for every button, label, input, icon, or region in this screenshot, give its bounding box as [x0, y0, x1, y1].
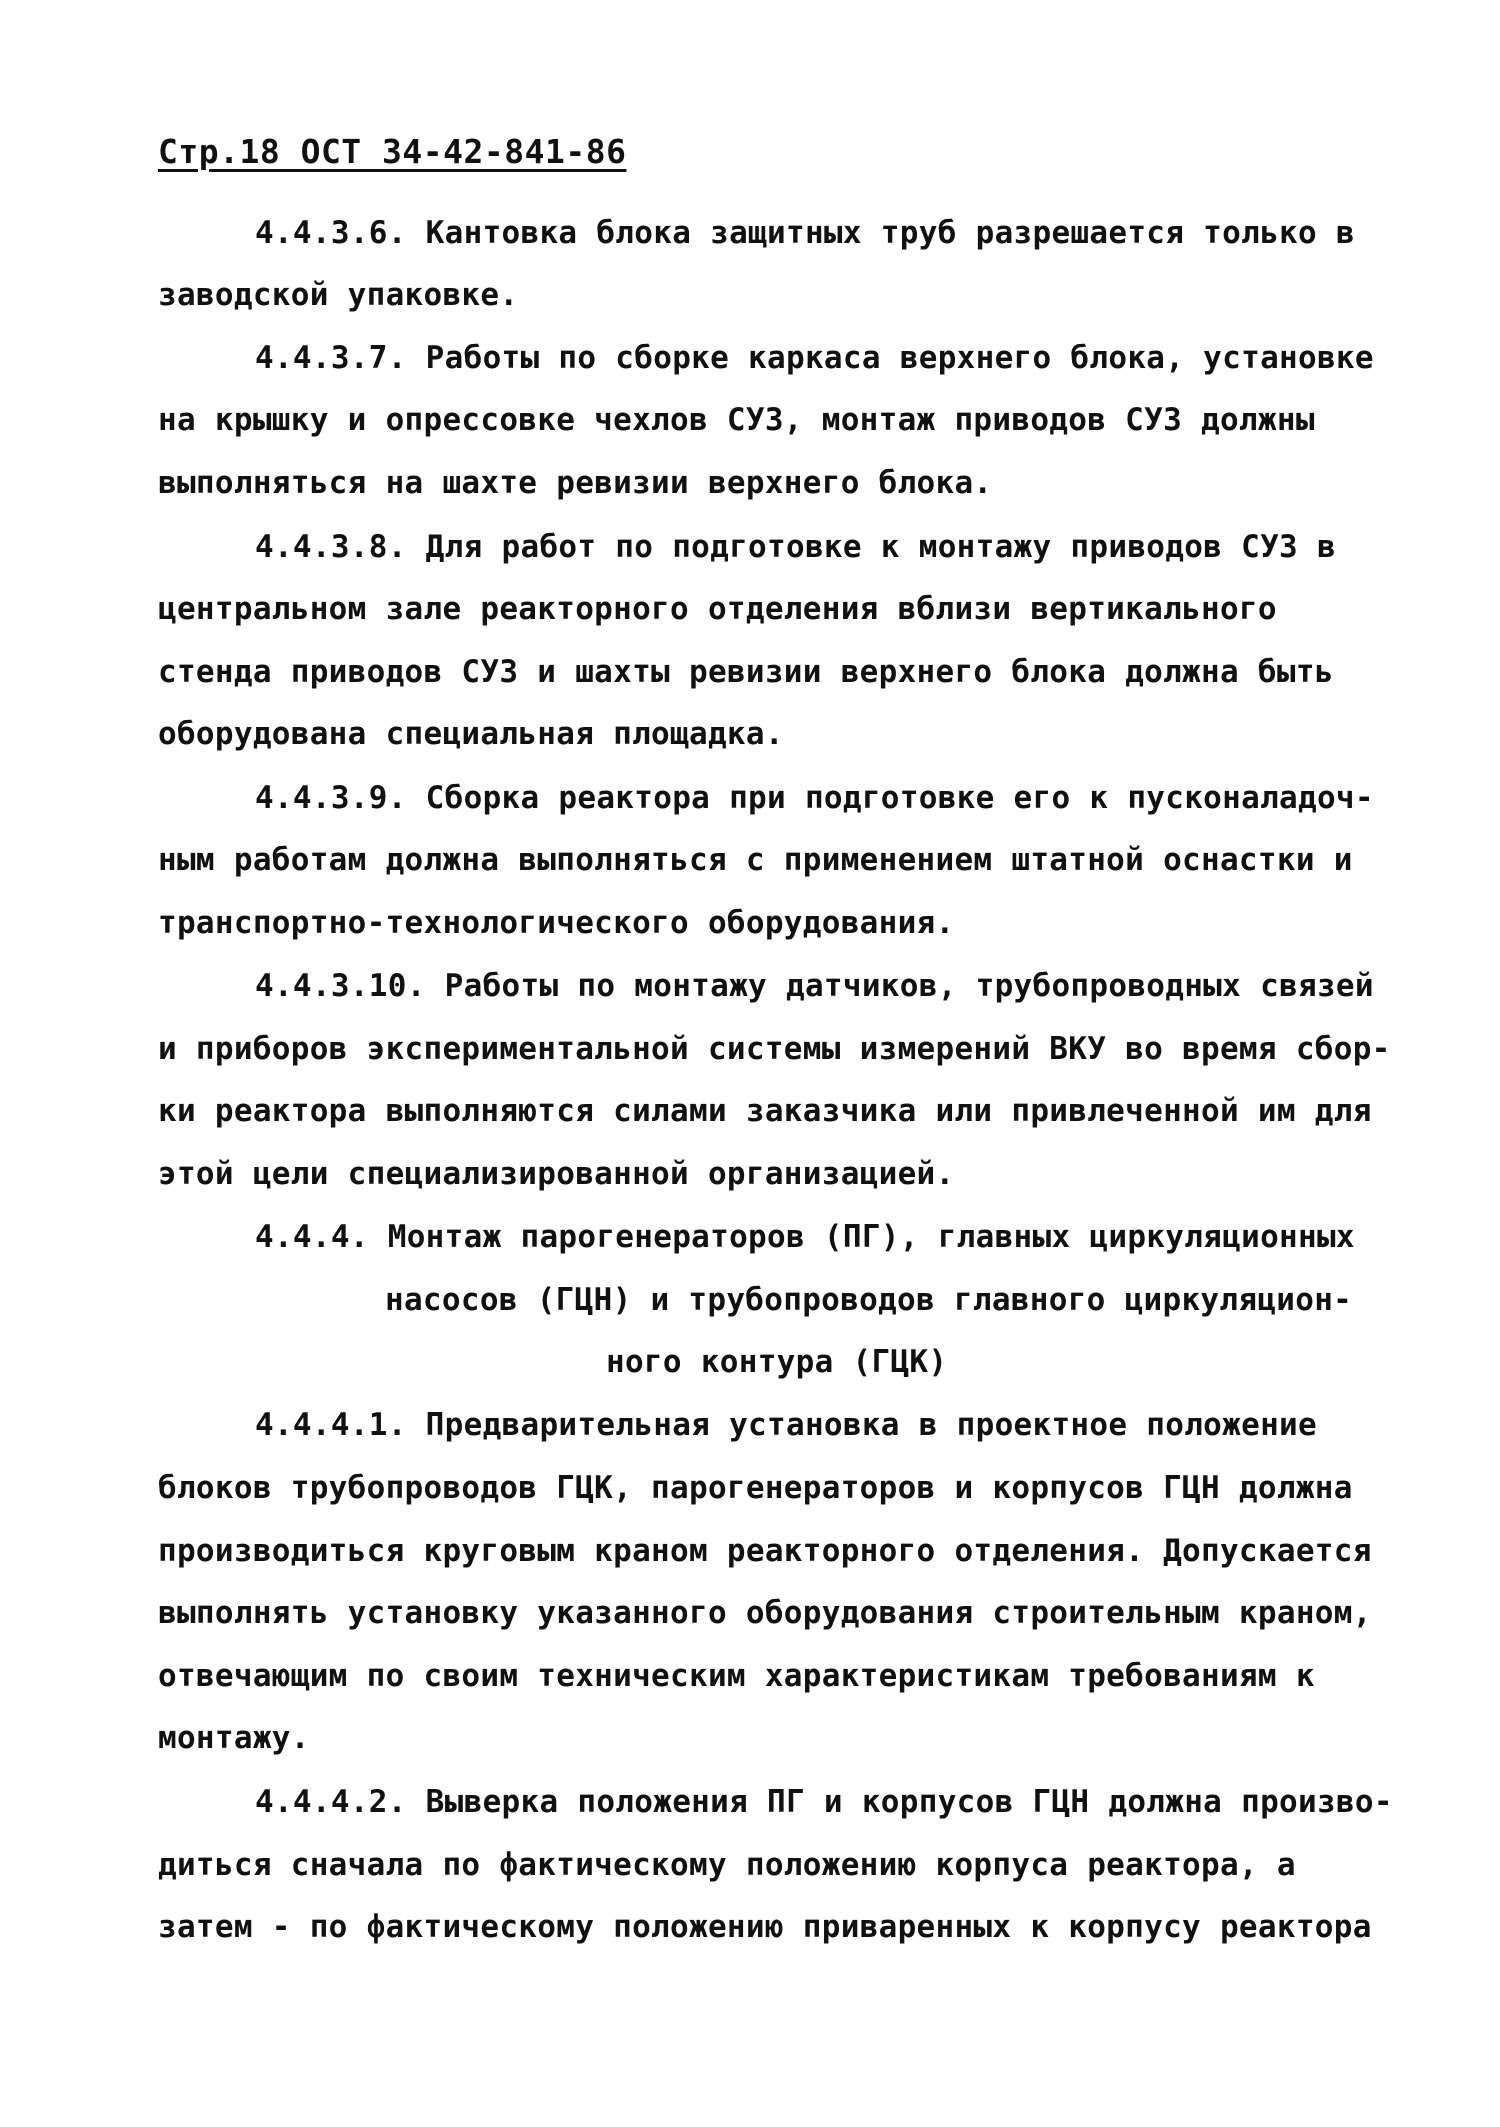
text-line: оборудована специальная площадка. [158, 716, 784, 752]
text-line: этой цели специализированной организацией. [158, 1156, 955, 1192]
text-line: производиться круговым краном реакторного отделения. Допускается [158, 1533, 1372, 1569]
text-line: центральном зале реакторного отделения вблизи вертикального [158, 591, 1277, 627]
text-line: ки реактора выполняются силами заказчика или привлеченной им для [158, 1093, 1372, 1129]
text-line: блоков трубопроводов ГЦК, парогенераторов и корпусов ГЦН должна [158, 1470, 1353, 1506]
text-line: монтажу. [158, 1720, 310, 1756]
page-header: Стр.18 ОСТ 34-42-841-86 [158, 132, 627, 171]
text-line: транспортно-технологического оборудования. [158, 905, 955, 941]
text-line: 4.4.4.2. Выверка положения ПГ и корпусов ГЦН должна произво- [255, 1784, 1393, 1820]
text-line: стенда приводов СУЗ и шахты ревизии верхнего блока должна быть [158, 654, 1334, 690]
text-line: 4.4.4.1. Предварительная установка в проектное положение [255, 1407, 1317, 1443]
section-heading-line: насосов (ГЦН) и трубопроводов главного циркуляцион- [385, 1282, 1353, 1318]
text-line: 4.4.3.6. Кантовка блока защитных труб разрешается только в [255, 215, 1355, 251]
text-line: 4.4.3.8. Для работ по подготовке к монтажу приводов СУЗ в [255, 529, 1336, 565]
text-line: диться сначала по фактическому положению корпуса реактора, а [158, 1847, 1296, 1883]
text-line: 4.4.3.10. Работы по монтажу датчиков, трубопроводных связей [255, 968, 1374, 1004]
text-line: на крышку и опрессовке чехлов СУЗ, монтаж приводов СУЗ должны [158, 402, 1315, 438]
text-line: и приборов экспериментальной системы измерений ВКУ во время сбор- [158, 1031, 1391, 1067]
text-line: ным работам должна выполняться с применением штатной оснастки и [158, 842, 1353, 878]
text-line: 4.4.3.9. Сборка реактора при подготовке его к пусконаладоч- [255, 780, 1374, 816]
text-line: выполняться на шахте ревизии верхнего блока. [158, 465, 993, 501]
section-heading-line: ного контура (ГЦК) [606, 1344, 948, 1380]
section-heading-line: 4.4.4. Монтаж парогенераторов (ПГ), главных циркуляционных [255, 1219, 1355, 1255]
text-line: отвечающим по своим техническим характеристикам требованиям к [158, 1658, 1315, 1694]
text-line: 4.4.3.7. Работы по сборке каркаса верхнего блока, установке [255, 340, 1374, 376]
text-line: затем - по фактическому положению приваренных к корпусу реактора [158, 1909, 1372, 1945]
text-line: заводской упаковке. [158, 277, 519, 313]
text-line: выполнять установку указанного оборудования строительным краном, [158, 1595, 1372, 1631]
